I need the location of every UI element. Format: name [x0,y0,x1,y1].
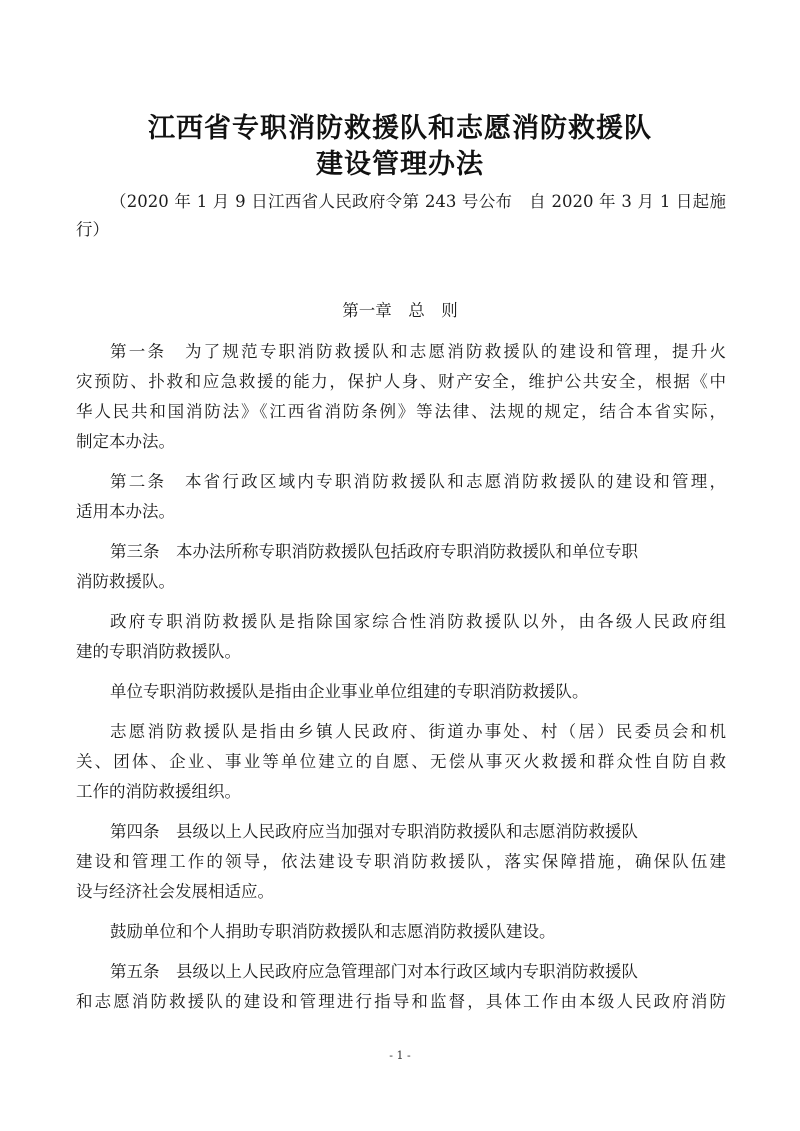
paragraph-line: 第一条 为了规范专职消防救援队和志愿消防救援队的建设和管理，提升火 [110,342,726,361]
subtitle-line-2: 行） [76,220,109,239]
paragraph-line: 第三条 本办法所称专职消防救援队包括政府专职消防救援队和单位专职 [110,542,638,561]
paragraph-line: 华人民共和国消防法》《江西省消防条例》等法律、法规的规定，结合本省实际， [76,402,726,421]
paragraph-line: 建的专职消防救援队。 [76,642,241,661]
paragraph-line: 消防救援队。 [76,572,175,591]
paragraph-line: 关、团体、企业、事业等单位建立的自愿、无偿从事灭火救援和群众性自防自救 [76,752,726,771]
paragraph-line: 工作的消防救援组织。 [76,782,241,801]
paragraph-line: 设与经济社会发展相适应。 [76,882,274,901]
paragraph-line: 第五条 县级以上人民政府应急管理部门对本行政区域内专职消防救援队 [110,962,638,981]
paragraph-line: 第二条 本省行政区域内专职消防救援队和志愿消防救援队的建设和管理， [110,472,726,491]
paragraph-line: 适用本办法。 [76,502,175,521]
chapter-heading: 第一章 总 则 [342,301,458,320]
paragraph-line: 和志愿消防救援队的建设和管理进行指导和监督，具体工作由本级人民政府消防 [76,992,726,1011]
page-number: - 1 - [389,1049,411,1062]
paragraph-line: 建设和管理工作的领导，依法建设专职消防救援队，落实保障措施，确保队伍建 [76,852,726,871]
paragraph-line: 单位专职消防救援队是指由企业事业单位组建的专职消防救援队。 [110,682,589,701]
paragraph-line: 第四条 县级以上人民政府应当加强对专职消防救援队和志愿消防救援队 [110,822,638,841]
paragraph-line: 鼓励单位和个人捐助专职消防救援队和志愿消防救援队建设。 [110,922,556,941]
document-title-line-2: 建设管理办法 [316,149,484,180]
paragraph-line: 志愿消防救援队是指由乡镇人民政府、街道办事处、村（居）民委员会和机 [110,722,726,741]
document-title-line-1: 江西省专职消防救援队和志愿消防救援队 [148,113,652,144]
paragraph-line: 灾预防、扑救和应急救援的能力，保护人身、财产安全，维护公共安全，根据《中 [76,372,726,391]
subtitle-line-1: （2020 年 1 月 9 日江西省人民政府令第 243 号公布 自 2020 年 3 月 1 日起施 [110,192,726,211]
paragraph-line: 制定本办法。 [76,432,175,451]
paragraph-line: 政府专职消防救援队是指除国家综合性消防救援队以外，由各级人民政府组 [110,612,726,631]
